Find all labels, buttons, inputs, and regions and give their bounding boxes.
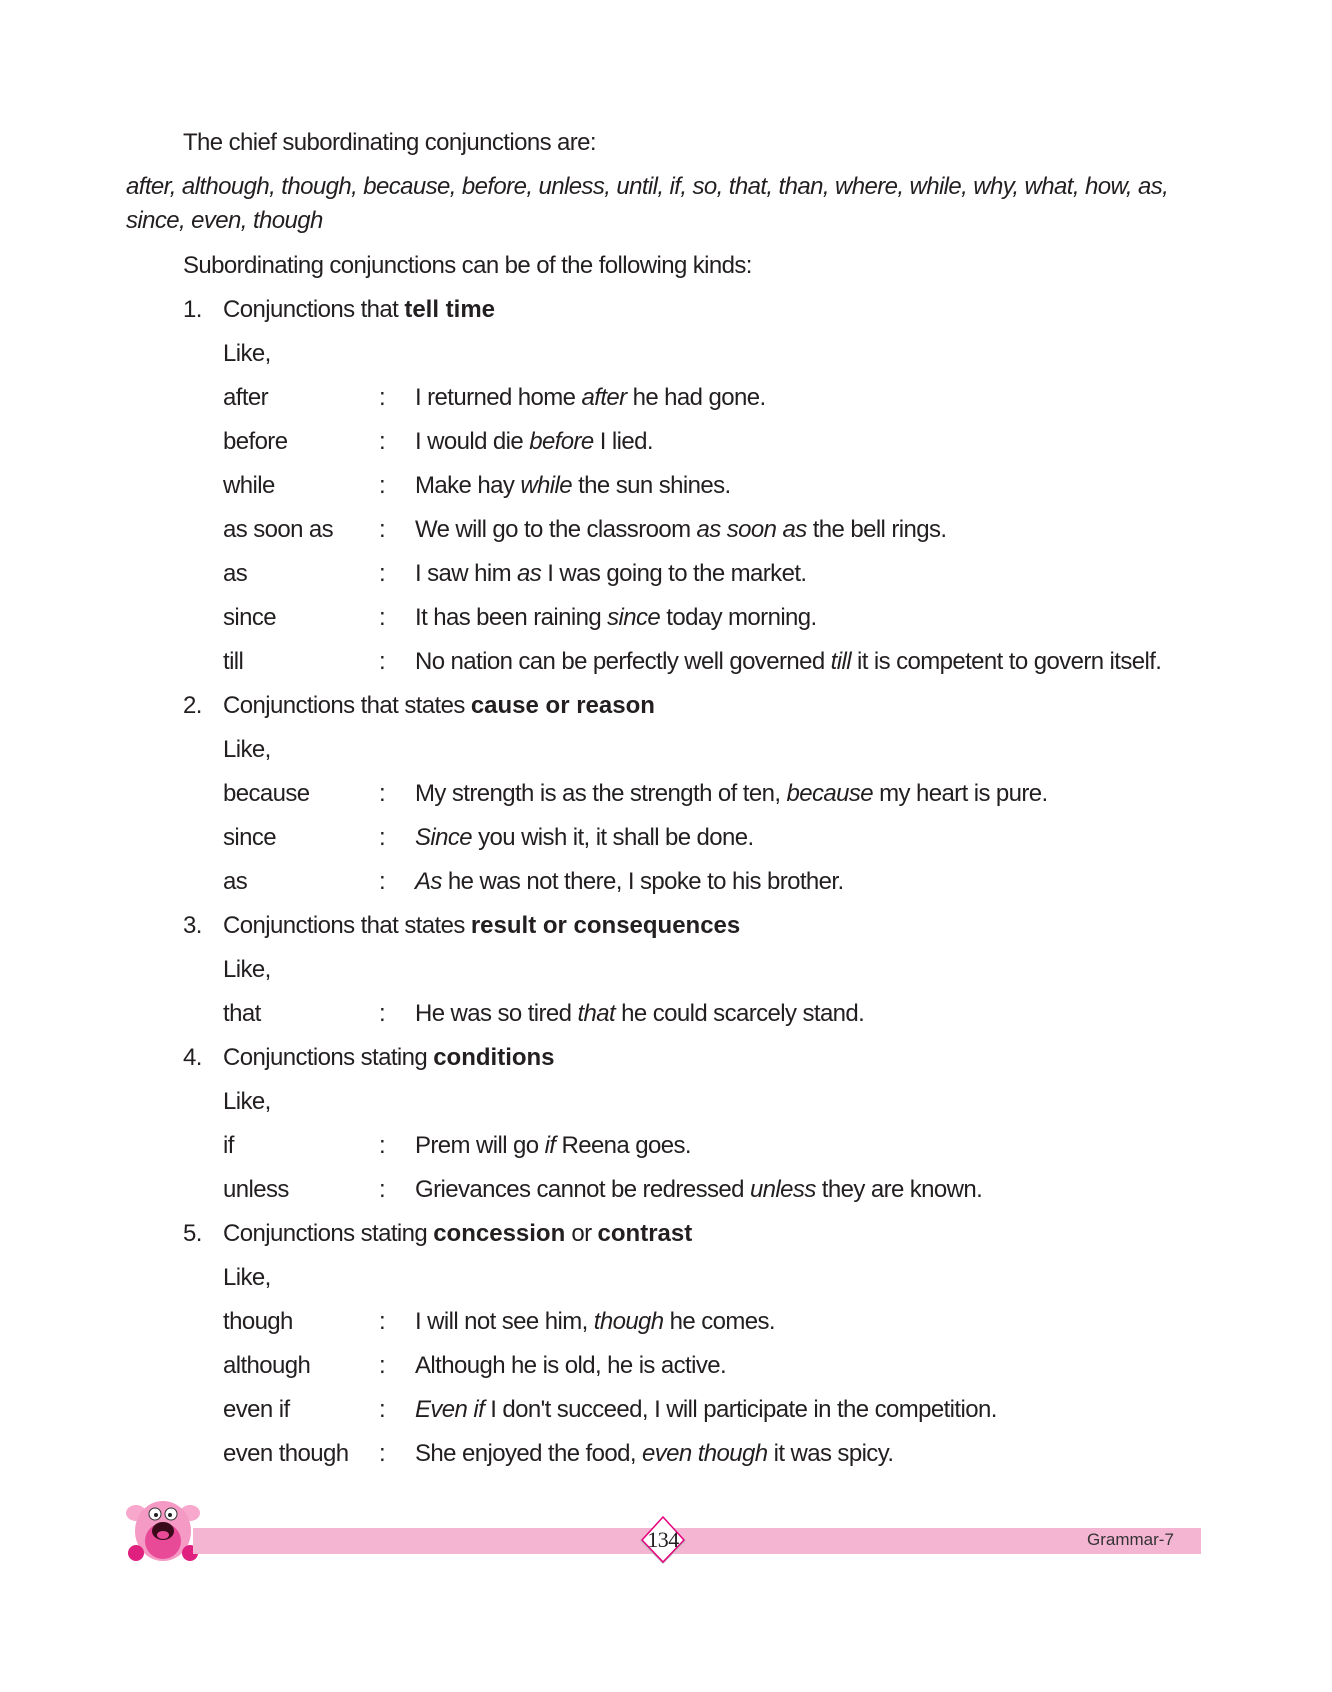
colon: : [379, 1440, 386, 1467]
section-number: 2. [183, 692, 202, 719]
conjunction-word: even though [223, 1440, 349, 1467]
conjunction-word: as [223, 560, 248, 587]
sentence-emphasis: if [544, 1132, 556, 1159]
sentence-text: Make hay [415, 472, 521, 499]
colon: : [379, 384, 386, 411]
section-heading [126, 1041, 1201, 1074]
sentence-text: It has been raining [415, 604, 608, 631]
heading-bold: result or consequences [470, 912, 741, 939]
sentence-emphasis: because [786, 780, 874, 807]
conjunction-word: though [223, 1308, 293, 1335]
book-title: Grammar-7 [1087, 1530, 1174, 1549]
sentence-emphasis: as soon as [696, 516, 807, 543]
example-sentence [415, 1437, 1201, 1470]
example-sentence [415, 1305, 1201, 1338]
example-row [126, 381, 1201, 414]
colon: : [379, 472, 386, 499]
colon: : [379, 780, 386, 807]
example-row [126, 821, 1201, 854]
section-heading [126, 293, 1201, 326]
sentence-emphasis: though [593, 1308, 664, 1335]
conjunction-word: if [223, 1132, 234, 1159]
conjunction-word: before [223, 428, 288, 455]
section-number: 3. [183, 912, 202, 939]
example-row [126, 997, 1201, 1030]
example-row [126, 1437, 1201, 1470]
conjunction-word: although [223, 1352, 311, 1379]
sentence-emphasis: till [830, 648, 851, 675]
sentence-text: I don't succeed, I will participate in the competition. [484, 1396, 997, 1423]
sentence-emphasis: as [517, 560, 542, 587]
sections [126, 293, 1201, 1470]
conjunction-word: till [223, 648, 244, 675]
example-sentence [415, 1173, 1201, 1206]
conjunction-word: as [223, 868, 248, 895]
example-row [126, 1305, 1201, 1338]
sentence-text: I saw him [415, 560, 518, 587]
example-sentence [415, 469, 1201, 502]
example-row [126, 865, 1201, 898]
sentence-emphasis: unless [749, 1176, 816, 1203]
sentence-text: they are known. [815, 1176, 983, 1203]
sentence-emphasis: after [581, 384, 627, 411]
example-sentence [415, 1393, 1201, 1426]
example-row [126, 469, 1201, 502]
intro-text: The chief subordinating conjunctions are: [183, 129, 597, 156]
example-sentence [415, 1129, 1201, 1162]
sentence-emphasis: while [520, 472, 573, 499]
kinds-intro: Subordinating conjunctions can be of the following kinds: [183, 252, 752, 279]
page-content [126, 126, 1201, 1481]
example-row [126, 1393, 1201, 1426]
conjunction-word: as soon as [223, 516, 334, 543]
heading-text: or [565, 1220, 598, 1247]
sentence-text: he had gone. [626, 384, 766, 411]
sentence-text: My strength is as the strength of ten, [415, 780, 787, 807]
sentence-text: the sun shines. [572, 472, 731, 499]
example-sentence [415, 821, 1201, 854]
conjunction-word: that [223, 1000, 261, 1027]
example-row [126, 777, 1201, 810]
example-sentence [415, 601, 1201, 634]
conjunction-word: since [223, 824, 277, 851]
section-number: 1. [183, 296, 202, 323]
colon: : [379, 1396, 386, 1423]
page-number: 134 [647, 1527, 679, 1552]
heading-bold: conditions [433, 1044, 555, 1071]
sentence-text: I returned home [415, 384, 582, 411]
sentence-emphasis: Since [415, 824, 473, 851]
sentence-text: you wish it, it shall be done. [472, 824, 754, 851]
heading-bold: concession [433, 1220, 566, 1247]
colon: : [379, 560, 386, 587]
sentence-text: it is competent to govern itself. [850, 648, 1162, 675]
like-label: Like, [223, 736, 271, 763]
heading-text: Conjunctions that states [223, 912, 471, 939]
sentence-text: I lied. [593, 428, 653, 455]
conjunction-word: since [223, 604, 277, 631]
sentence-text: my heart is pure. [873, 780, 1048, 807]
conjunction-word: while [223, 472, 275, 499]
example-sentence [415, 865, 1201, 898]
sentence-text: No nation can be perfectly well governed [415, 648, 831, 675]
heading-text: Conjunctions that states [223, 692, 471, 719]
colon: : [379, 868, 386, 895]
heading-bold: tell time [404, 296, 496, 323]
example-sentence [415, 381, 1201, 414]
like-label: Like, [223, 956, 271, 983]
heading-text: Conjunctions stating [223, 1220, 434, 1247]
sentence-emphasis: that [577, 1000, 616, 1027]
sentence-text: She enjoyed the food, [415, 1440, 642, 1467]
conjunction-word: after [223, 384, 269, 411]
conjunction-word: even if [223, 1396, 290, 1423]
sentence-text: We will go to the classroom [415, 516, 697, 543]
colon: : [379, 1132, 386, 1159]
conjunction-word: because [223, 780, 310, 807]
sentence-text: the bell rings. [806, 516, 947, 543]
example-row [126, 513, 1201, 546]
example-row [126, 425, 1201, 458]
conjunction-list: after, although, though, because, before, unless, until, if, so, that, than, where, while, why, what, how, as, since, even, though [126, 173, 1169, 234]
example-sentence [415, 997, 1201, 1030]
footer-bar [193, 1528, 1201, 1554]
heading-text: Conjunctions stating [223, 1044, 434, 1071]
sentence-text: today morning. [660, 604, 817, 631]
example-sentence [415, 513, 1201, 546]
sentence-emphasis: before [529, 428, 594, 455]
colon: : [379, 428, 386, 455]
sentence-emphasis: Even if [415, 1396, 485, 1423]
sentence-emphasis: even though [642, 1440, 768, 1467]
example-sentence [415, 645, 1201, 678]
section-heading [126, 909, 1201, 942]
example-row [126, 557, 1201, 590]
section-number: 5. [183, 1220, 202, 1247]
example-row [126, 1173, 1201, 1206]
heading-text: Conjunctions that [223, 296, 405, 323]
colon: : [379, 516, 386, 543]
colon: : [379, 824, 386, 851]
heading-bold: contrast [597, 1220, 693, 1247]
example-row [126, 601, 1201, 634]
colon: : [379, 1000, 386, 1027]
sentence-text: He was so tired [415, 1000, 578, 1027]
sentence-text: Grievances cannot be redressed [415, 1176, 750, 1203]
example-sentence [415, 557, 1201, 590]
sentence-text: I will not see him, [415, 1308, 594, 1335]
example-sentence [415, 425, 1201, 458]
colon: : [379, 1352, 386, 1379]
sentence-text: he could scarcely stand. [615, 1000, 865, 1027]
like-label: Like, [223, 1264, 271, 1291]
sentence-text: he was not there, I spoke to his brother. [441, 868, 844, 895]
sentence-text: he comes. [663, 1308, 775, 1335]
sentence-emphasis: As [415, 868, 442, 895]
conjunction-word: unless [223, 1176, 289, 1203]
sentence-text: Although he is old, he is active. [415, 1352, 727, 1379]
colon: : [379, 1308, 386, 1335]
heading-bold: cause or reason [470, 692, 655, 719]
section-heading [126, 689, 1201, 722]
example-sentence [415, 777, 1201, 810]
sentence-text: Prem will go [415, 1132, 545, 1159]
colon: : [379, 1176, 386, 1203]
sentence-text: Reena goes. [555, 1132, 691, 1159]
colon: : [379, 604, 386, 631]
sentence-emphasis: since [607, 604, 661, 631]
example-row [126, 1129, 1201, 1162]
sentence-text: I was going to the market. [541, 560, 807, 587]
like-label: Like, [223, 1088, 271, 1115]
example-row [126, 645, 1201, 678]
example-row [126, 1349, 1201, 1382]
sentence-text: I would die [415, 428, 530, 455]
example-sentence [415, 1349, 1201, 1382]
colon: : [379, 648, 386, 675]
like-label: Like, [223, 340, 271, 367]
sentence-text: it was spicy. [767, 1440, 894, 1467]
section-heading [126, 1217, 1201, 1250]
section-number: 4. [183, 1044, 202, 1071]
